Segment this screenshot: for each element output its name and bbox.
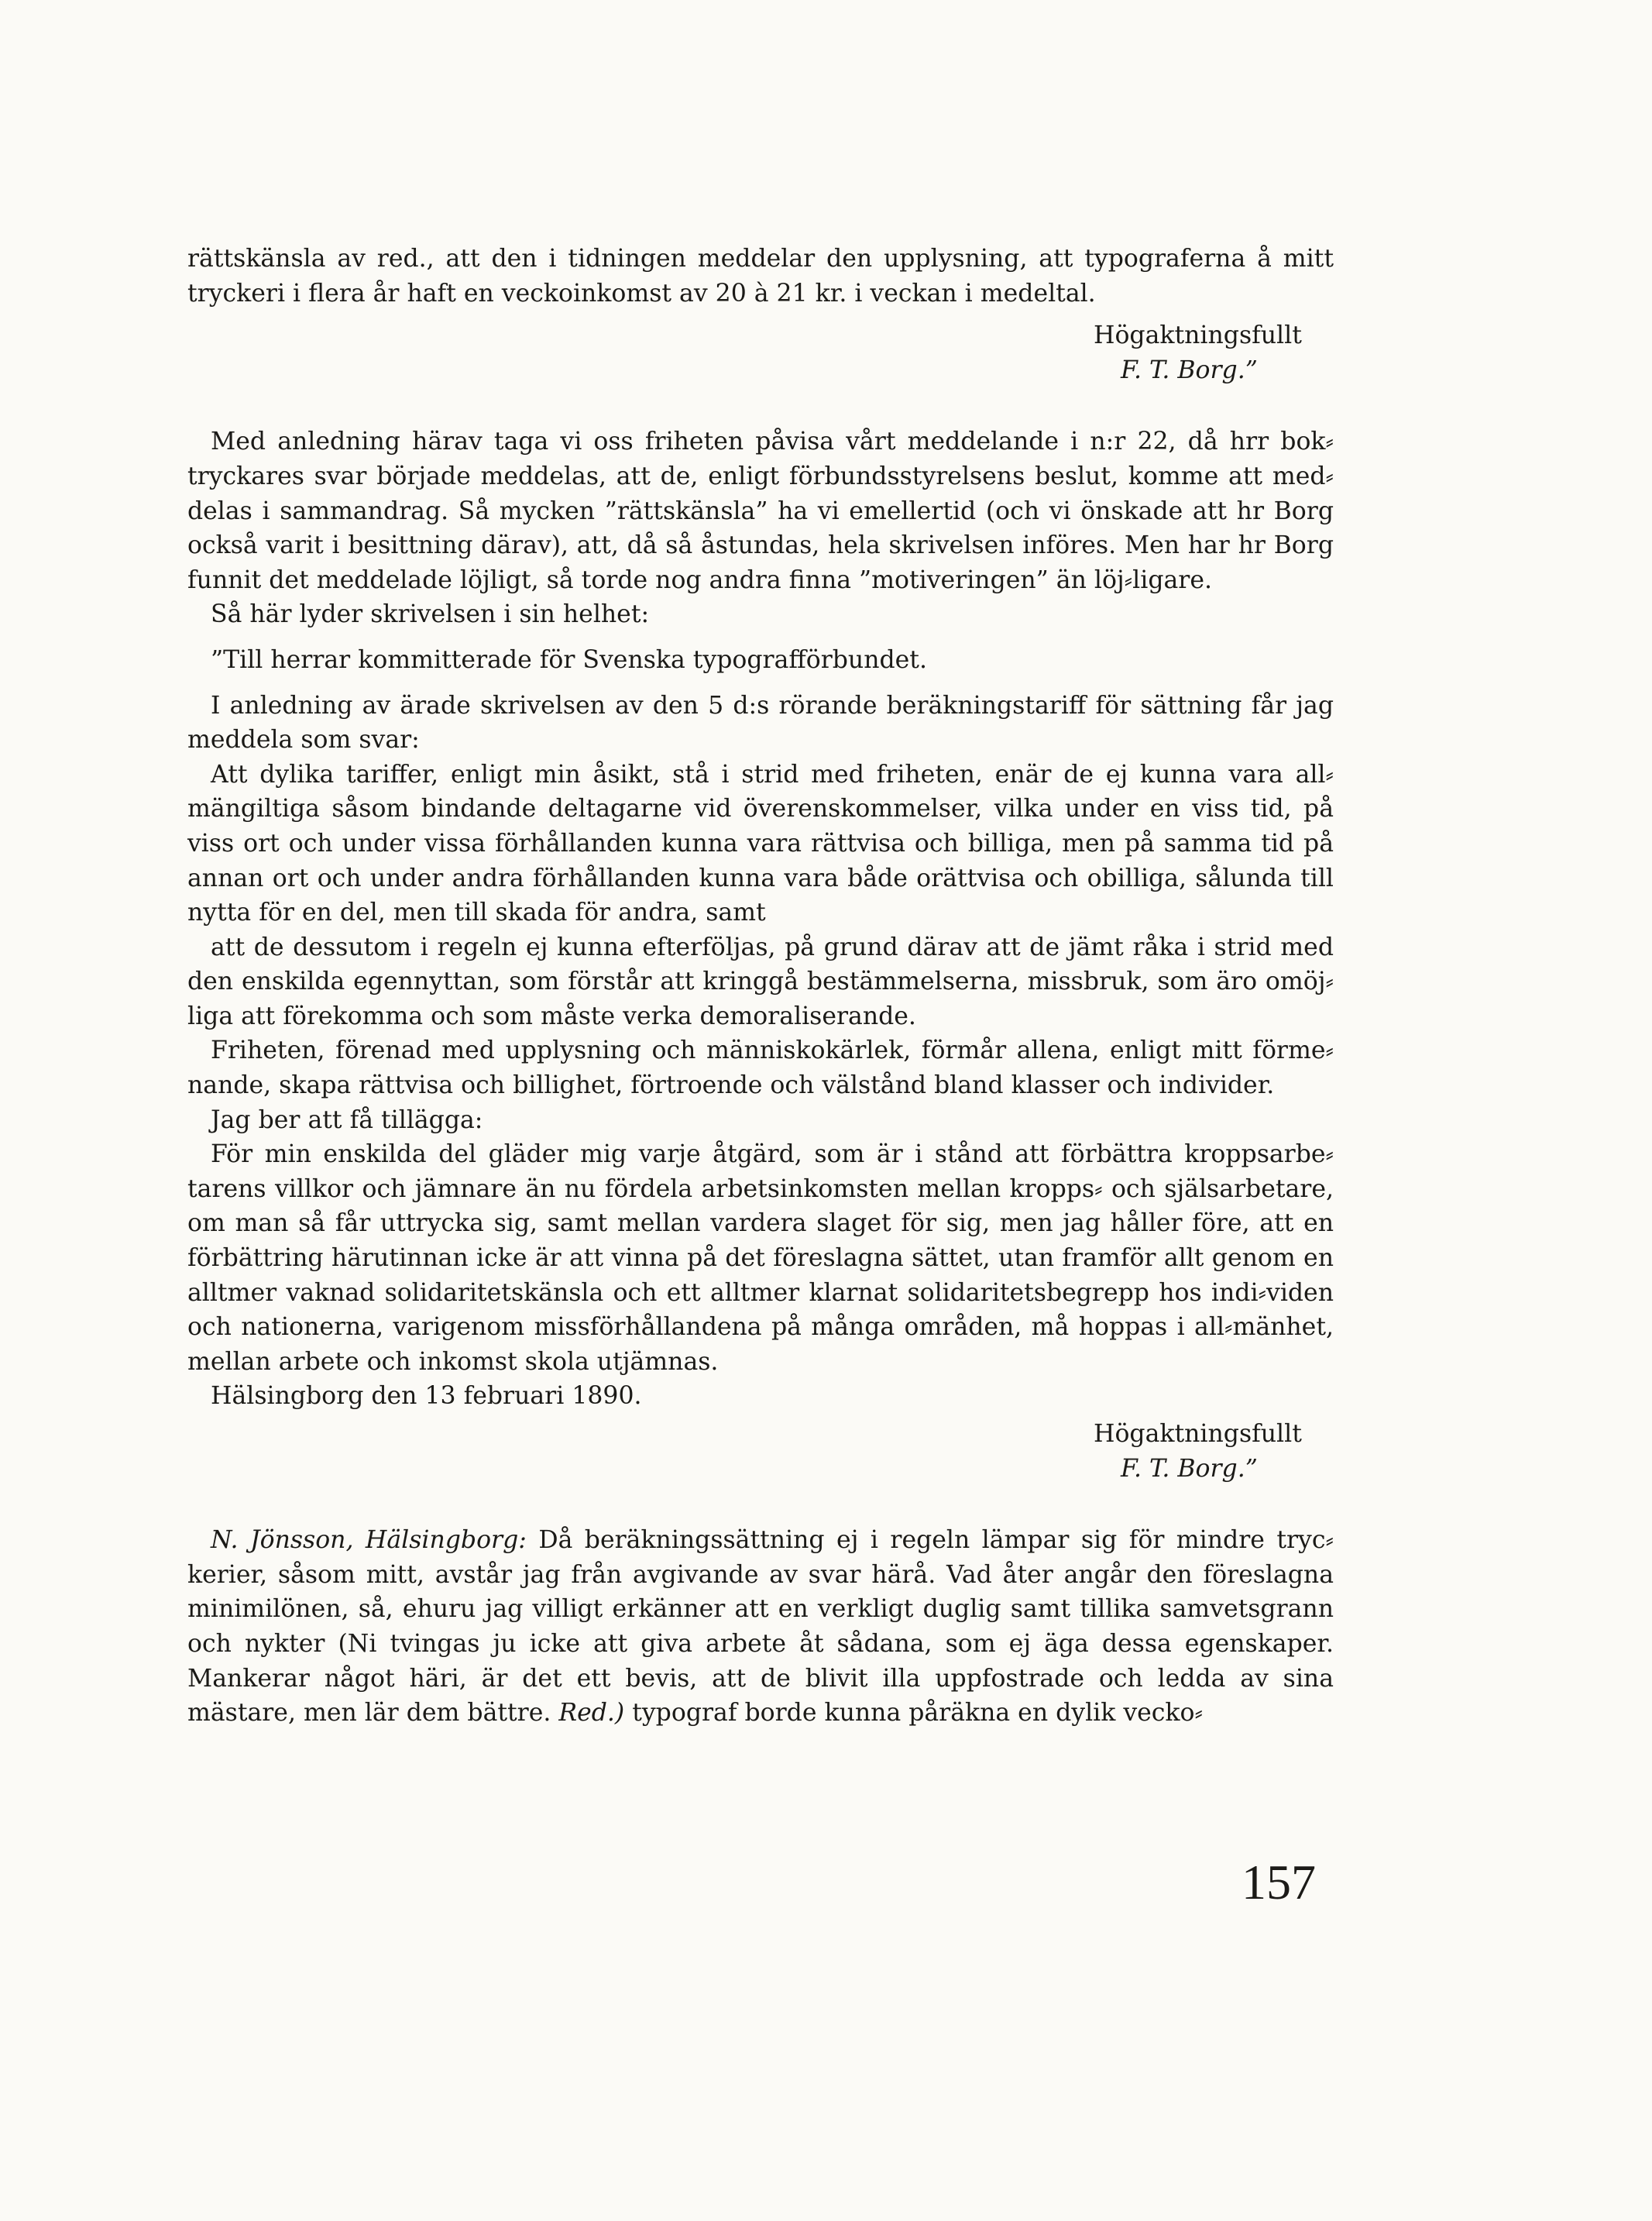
closing-salutation: Högaktningsfullt (1094, 321, 1302, 350)
paragraph-editorial-response: Med anledning härav taga vi oss friheten påvisa vårt meddelande i n:r 22, då hrr bok⸗tryckares svar började meddelas, att de, enligt förbundsstyrelsens beslut, komme att med⸗delas i sammandrag. Så mycken ”rättskänsla” ha vi emellertid (och vi önskade att hr Borg också varit i besittning därav), att, då så åstundas, hela skrivelsen införes. Men har hr Borg funnit det meddelade löjligt, så torde nog andra finna ”motiveringen” än löj⸗ligare. (187, 428, 1334, 594)
signature-name: F. T. Borg.” (1121, 1454, 1258, 1483)
paragraph-letter-end: rättskänsla av red., att den i tidningen meddelar den upplysning, att typograferna å mitt tryckeri i flera år haft en veckoinkomst av 20 à 21 kr. i veckan i medeltal. (187, 245, 1334, 308)
closing-signature-2 (187, 1417, 1334, 1486)
paragraph-jonsson-reply (187, 1523, 1334, 1731)
letter-paragraph-tariffs: Att dylika tariffer, enligt min åsikt, stå i strid med friheten, enär de ej kunna vara all⸗mängiltiga såsom bindande deltagarne vid överenskommelser, vilka under en viss tid, på viss ort och under vissa förhållanden kunna vara rättvisa och billiga, men på samma tid på annan ort och under andra förhållanden kunna vara både orättvisa och obilliga, sålunda till nytta för en del, men till skada för andra, samt (187, 760, 1334, 927)
letter-paragraph-egoism: att de dessutom i regeln ej kunna efterföljas, på grund därav att de jämt råka i strid med den enskilda egennyttan, som förstår att kringgå bestämmelserna, missbruk, som äro omöj⸗liga att förekomma och som måste verka demoraliserande. (187, 933, 1334, 1030)
letter-paragraph-opening: I anledning av ärade skrivelsen av den 5 d:s rörande beräkningstariff för sättning får jag meddela som svar: (187, 691, 1334, 755)
respondent-name: N. Jönsson, Hälsingborg: (211, 1526, 527, 1555)
letter-paragraph-freedom: Friheten, förenad med upplysning och människokärlek, förmår allena, enligt mitt förme⸗nande, skapa rättvisa och billighet, förtroende och välstånd bland klasser och individer. (187, 1037, 1334, 1100)
closing-salutation: Högaktningsfullt (1094, 1420, 1302, 1448)
editor-note-mark: Red.) (558, 1699, 625, 1728)
letter-date-place: Hälsingborg den 13 februari 1890. (211, 1382, 642, 1411)
text-column (187, 242, 1334, 1731)
signature-name: F. T. Borg.” (1121, 356, 1258, 384)
letter-paragraph-addendum-intro: Jag ber att få tillägga: (211, 1105, 483, 1134)
letter-paragraph-addendum: För min enskilda del gläder mig varje åtgärd, som är i stånd att förbättra kroppsarbe⸗tarens villkor och jämnare än nu fördela arbetsinkomsten mellan kropps⸗ och själsarbetare, om man så får uttrycka sig, samt mellan vardera slaget för sig, men jag håller före, att en förbättring härutinnan icke är att vinna på det föreslagna sättet, utan framför allt genom en alltmer vaknad solidaritetskänsla och ett alltmer klarnat solidaritetsbegrepp hos indi⸗viden och nationerna, varigenom missförhållandena på många områden, må hoppas i all⸗mänhet, mellan arbete och inkomst skola utjämnas. (187, 1140, 1334, 1376)
reply-text-part-a: Då beräkningssättning ej i regeln lämpar sig för mindre tryc⸗kerier, såsom mitt, avstår jag från avgivande av svar härå. Vad åter angår den föreslagna minimilönen, så, ehuru jag villigt erkänner att en verkligt duglig samt tillika samvetsgrann och nykter (Ni tvingas ju icke att giva arbete åt sådana, som ej äga dessa egenskaper. Mankerar något häri, är det ett bevis, att de blivit illa uppfostrade och ledda av sina mästare, men lär dem bättre. (187, 1526, 1334, 1728)
paragraph-intro-letter: Så här lyder skrivelsen i sin helhet: (211, 600, 650, 629)
closing-signature-1 (187, 318, 1334, 387)
reply-text-part-b: typograf borde kunna påräkna en dylik vecko⸗ (624, 1699, 1203, 1728)
page-number: 157 (1242, 1855, 1316, 1910)
letter-addressee: ”Till herrar kommitterade för Svenska typografförbundet. (211, 645, 927, 674)
